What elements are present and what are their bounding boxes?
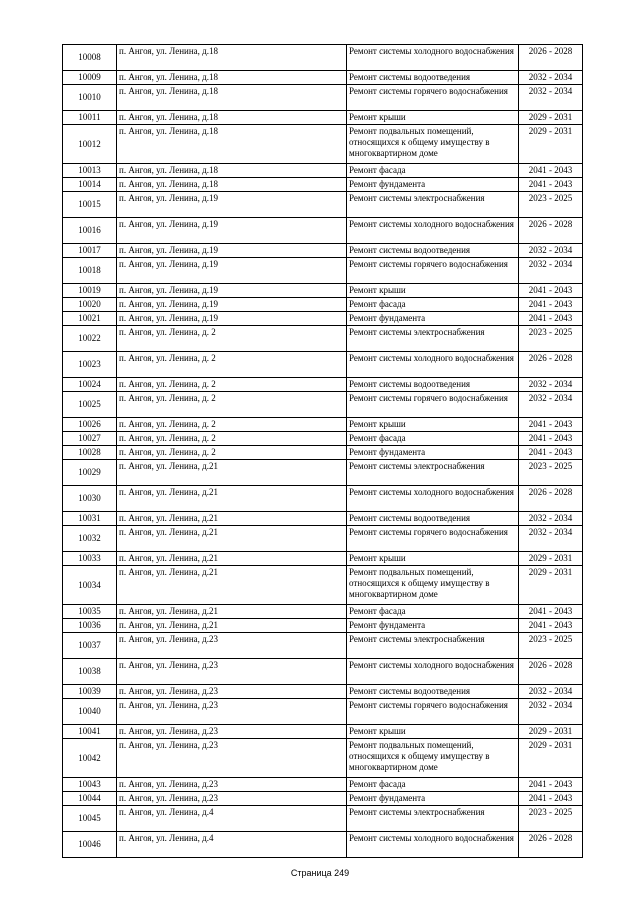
table-row	[63, 806, 583, 832]
row-years: 2023 - 2025	[519, 326, 583, 352]
table-row	[63, 111, 583, 125]
row-years: 2041 - 2043	[519, 446, 583, 460]
row-years: 2029 - 2031	[519, 566, 583, 605]
row-work-type: Ремонт фасада	[347, 164, 519, 178]
row-work-type: Ремонт системы водоотведения	[347, 512, 519, 526]
table-row	[63, 244, 583, 258]
row-work-type: Ремонт системы горячего водоснабжения	[347, 392, 519, 418]
row-address: п. Ангоя, ул. Ленина, д.21	[117, 526, 347, 552]
table-row	[63, 392, 583, 418]
row-id: 10020	[63, 298, 117, 312]
row-years: 2032 - 2034	[519, 258, 583, 284]
row-work-type: Ремонт подвальных помещений, относящихся к общему имуществу в многоквартирном доме	[347, 739, 519, 778]
row-id: 10034	[63, 566, 117, 605]
row-address: п. Ангоя, ул. Ленина, д.23	[117, 699, 347, 725]
row-address: п. Ангоя, ул. Ленина, д. 2	[117, 432, 347, 446]
table-row	[63, 298, 583, 312]
row-id: 10027	[63, 432, 117, 446]
row-id: 10021	[63, 312, 117, 326]
table-row	[63, 125, 583, 164]
row-address: п. Ангоя, ул. Ленина, д.18	[117, 178, 347, 192]
row-id: 10038	[63, 659, 117, 685]
row-id: 10035	[63, 605, 117, 619]
table-row	[63, 85, 583, 111]
row-work-type: Ремонт фундамента	[347, 178, 519, 192]
row-years: 2032 - 2034	[519, 244, 583, 258]
row-work-type: Ремонт системы водоотведения	[347, 71, 519, 85]
table-row	[63, 699, 583, 725]
row-years: 2026 - 2028	[519, 832, 583, 858]
row-id: 10009	[63, 71, 117, 85]
table-row	[63, 45, 583, 71]
row-address: п. Ангоя, ул. Ленина, д.21	[117, 486, 347, 512]
table-row	[63, 312, 583, 326]
table-row	[63, 552, 583, 566]
table-row	[63, 432, 583, 446]
row-address: п. Ангоя, ул. Ленина, д.18	[117, 125, 347, 164]
row-id: 10028	[63, 446, 117, 460]
row-work-type: Ремонт фасада	[347, 298, 519, 312]
row-address: п. Ангоя, ул. Ленина, д.18	[117, 45, 347, 71]
row-address: п. Ангоя, ул. Ленина, д. 2	[117, 392, 347, 418]
row-years: 2041 - 2043	[519, 792, 583, 806]
row-years: 2041 - 2043	[519, 312, 583, 326]
row-work-type: Ремонт крыши	[347, 111, 519, 125]
table-row	[63, 659, 583, 685]
row-id: 10017	[63, 244, 117, 258]
row-id: 10046	[63, 832, 117, 858]
row-years: 2041 - 2043	[519, 432, 583, 446]
table-row	[63, 778, 583, 792]
page-number: Страница 249	[290, 868, 350, 878]
row-id: 10037	[63, 633, 117, 659]
row-id: 10023	[63, 352, 117, 378]
row-address: п. Ангоя, ул. Ленина, д.18	[117, 71, 347, 85]
row-years: 2041 - 2043	[519, 778, 583, 792]
row-address: п. Ангоя, ул. Ленина, д.23	[117, 685, 347, 699]
table-row	[63, 178, 583, 192]
table-row	[63, 832, 583, 858]
row-id: 10019	[63, 284, 117, 298]
row-work-type: Ремонт крыши	[347, 725, 519, 739]
row-id: 10010	[63, 85, 117, 111]
row-work-type: Ремонт крыши	[347, 552, 519, 566]
row-id: 10024	[63, 378, 117, 392]
row-work-type: Ремонт системы электроснабжения	[347, 326, 519, 352]
row-address: п. Ангоя, ул. Ленина, д.4	[117, 806, 347, 832]
table-row	[63, 460, 583, 486]
row-years: 2032 - 2034	[519, 85, 583, 111]
table-row	[63, 486, 583, 512]
row-work-type: Ремонт системы электроснабжения	[347, 806, 519, 832]
row-id: 10013	[63, 164, 117, 178]
table-row	[63, 605, 583, 619]
row-id: 10044	[63, 792, 117, 806]
row-work-type: Ремонт фундамента	[347, 446, 519, 460]
row-work-type: Ремонт системы электроснабжения	[347, 192, 519, 218]
row-id: 10036	[63, 619, 117, 633]
row-address: п. Ангоя, ул. Ленина, д. 2	[117, 352, 347, 378]
table-row	[63, 526, 583, 552]
row-work-type: Ремонт системы электроснабжения	[347, 460, 519, 486]
row-work-type: Ремонт системы холодного водоснабжения	[347, 659, 519, 685]
row-address: п. Ангоя, ул. Ленина, д.23	[117, 739, 347, 778]
table-row	[63, 739, 583, 778]
row-address: п. Ангоя, ул. Ленина, д.19	[117, 192, 347, 218]
row-work-type: Ремонт системы холодного водоснабжения	[347, 832, 519, 858]
row-work-type: Ремонт системы горячего водоснабжения	[347, 85, 519, 111]
row-id: 10014	[63, 178, 117, 192]
row-years: 2041 - 2043	[519, 619, 583, 633]
table-row	[63, 418, 583, 432]
row-id: 10030	[63, 486, 117, 512]
row-address: п. Ангоя, ул. Ленина, д.18	[117, 164, 347, 178]
row-address: п. Ангоя, ул. Ленина, д.19	[117, 244, 347, 258]
row-work-type: Ремонт системы холодного водоснабжения	[347, 352, 519, 378]
row-years: 2032 - 2034	[519, 512, 583, 526]
row-address: п. Ангоя, ул. Ленина, д.19	[117, 218, 347, 244]
row-address: п. Ангоя, ул. Ленина, д.19	[117, 298, 347, 312]
row-years: 2029 - 2031	[519, 125, 583, 164]
row-years: 2029 - 2031	[519, 552, 583, 566]
row-address: п. Ангоя, ул. Ленина, д.21	[117, 512, 347, 526]
row-id: 10041	[63, 725, 117, 739]
row-address: п. Ангоя, ул. Ленина, д.19	[117, 258, 347, 284]
row-years: 2041 - 2043	[519, 298, 583, 312]
row-work-type: Ремонт крыши	[347, 418, 519, 432]
row-years: 2026 - 2028	[519, 45, 583, 71]
row-years: 2032 - 2034	[519, 699, 583, 725]
row-years: 2041 - 2043	[519, 178, 583, 192]
row-id: 10040	[63, 699, 117, 725]
row-address: п. Ангоя, ул. Ленина, д. 2	[117, 446, 347, 460]
table-row	[63, 512, 583, 526]
row-years: 2026 - 2028	[519, 486, 583, 512]
row-years: 2023 - 2025	[519, 460, 583, 486]
row-work-type: Ремонт крыши	[347, 284, 519, 298]
row-address: п. Ангоя, ул. Ленина, д.23	[117, 633, 347, 659]
row-work-type: Ремонт фундамента	[347, 792, 519, 806]
row-years: 2041 - 2043	[519, 418, 583, 432]
row-work-type: Ремонт фундамента	[347, 619, 519, 633]
row-years: 2023 - 2025	[519, 633, 583, 659]
row-work-type: Ремонт фасада	[347, 778, 519, 792]
table-row	[63, 633, 583, 659]
table-row	[63, 326, 583, 352]
row-address: п. Ангоя, ул. Ленина, д.23	[117, 792, 347, 806]
row-work-type: Ремонт системы горячего водоснабжения	[347, 526, 519, 552]
table-row	[63, 378, 583, 392]
row-years: 2032 - 2034	[519, 71, 583, 85]
row-years: 2023 - 2025	[519, 192, 583, 218]
row-work-type: Ремонт системы холодного водоснабжения	[347, 218, 519, 244]
row-id: 10026	[63, 418, 117, 432]
row-id: 10031	[63, 512, 117, 526]
row-years: 2026 - 2028	[519, 352, 583, 378]
row-address: п. Ангоя, ул. Ленина, д. 2	[117, 378, 347, 392]
row-work-type: Ремонт системы холодного водоснабжения	[347, 45, 519, 71]
row-work-type: Ремонт подвальных помещений, относящихся к общему имуществу в многоквартирном доме	[347, 125, 519, 164]
row-work-type: Ремонт системы горячего водоснабжения	[347, 699, 519, 725]
row-work-type: Ремонт системы холодного водоснабжения	[347, 486, 519, 512]
table-row	[63, 566, 583, 605]
row-years: 2029 - 2031	[519, 725, 583, 739]
row-address: п. Ангоя, ул. Ленина, д. 2	[117, 418, 347, 432]
row-address: п. Ангоя, ул. Ленина, д.21	[117, 552, 347, 566]
table-row	[63, 685, 583, 699]
row-work-type: Ремонт фасада	[347, 432, 519, 446]
row-years: 2041 - 2043	[519, 284, 583, 298]
row-years: 2026 - 2028	[519, 218, 583, 244]
table-row	[63, 792, 583, 806]
row-id: 10018	[63, 258, 117, 284]
row-address: п. Ангоя, ул. Ленина, д. 2	[117, 326, 347, 352]
row-address: п. Ангоя, ул. Ленина, д.19	[117, 284, 347, 298]
table-row	[63, 164, 583, 178]
row-id: 10008	[63, 45, 117, 71]
row-id: 10033	[63, 552, 117, 566]
row-id: 10029	[63, 460, 117, 486]
capital-repair-table	[62, 44, 583, 858]
row-years: 2032 - 2034	[519, 392, 583, 418]
row-id: 10042	[63, 739, 117, 778]
row-work-type: Ремонт подвальных помещений, относящихся к общему имуществу в многоквартирном доме	[347, 566, 519, 605]
row-years: 2041 - 2043	[519, 605, 583, 619]
row-work-type: Ремонт системы водоотведения	[347, 685, 519, 699]
row-address: п. Ангоя, ул. Ленина, д.18	[117, 111, 347, 125]
row-years: 2032 - 2034	[519, 526, 583, 552]
row-address: п. Ангоя, ул. Ленина, д.21	[117, 566, 347, 605]
row-work-type: Ремонт системы горячего водоснабжения	[347, 258, 519, 284]
row-id: 10045	[63, 806, 117, 832]
row-years: 2041 - 2043	[519, 164, 583, 178]
row-work-type: Ремонт фундамента	[347, 312, 519, 326]
row-address: п. Ангоя, ул. Ленина, д.21	[117, 605, 347, 619]
row-years: 2026 - 2028	[519, 659, 583, 685]
table-row	[63, 192, 583, 218]
row-work-type: Ремонт фасада	[347, 605, 519, 619]
row-id: 10039	[63, 685, 117, 699]
row-id: 10016	[63, 218, 117, 244]
row-address: п. Ангоя, ул. Ленина, д.21	[117, 619, 347, 633]
table-row	[63, 258, 583, 284]
row-years: 2023 - 2025	[519, 806, 583, 832]
table-row	[63, 725, 583, 739]
row-years: 2029 - 2031	[519, 739, 583, 778]
table-body	[63, 45, 583, 858]
row-id: 10043	[63, 778, 117, 792]
row-id: 10032	[63, 526, 117, 552]
row-id: 10012	[63, 125, 117, 164]
row-id: 10011	[63, 111, 117, 125]
row-address: п. Ангоя, ул. Ленина, д.4	[117, 832, 347, 858]
table-row	[63, 619, 583, 633]
row-id: 10025	[63, 392, 117, 418]
row-work-type: Ремонт системы водоотведения	[347, 244, 519, 258]
row-address: п. Ангоя, ул. Ленина, д.23	[117, 725, 347, 739]
row-years: 2029 - 2031	[519, 111, 583, 125]
row-address: п. Ангоя, ул. Ленина, д.23	[117, 778, 347, 792]
table-row	[63, 352, 583, 378]
row-id: 10015	[63, 192, 117, 218]
table-row	[63, 71, 583, 85]
row-address: п. Ангоя, ул. Ленина, д.21	[117, 460, 347, 486]
row-id: 10022	[63, 326, 117, 352]
table-row	[63, 284, 583, 298]
row-work-type: Ремонт системы электроснабжения	[347, 633, 519, 659]
row-address: п. Ангоя, ул. Ленина, д.23	[117, 659, 347, 685]
table-row	[63, 218, 583, 244]
row-years: 2032 - 2034	[519, 378, 583, 392]
row-years: 2032 - 2034	[519, 685, 583, 699]
row-work-type: Ремонт системы водоотведения	[347, 378, 519, 392]
table-row	[63, 446, 583, 460]
row-address: п. Ангоя, ул. Ленина, д.18	[117, 85, 347, 111]
row-address: п. Ангоя, ул. Ленина, д.19	[117, 312, 347, 326]
